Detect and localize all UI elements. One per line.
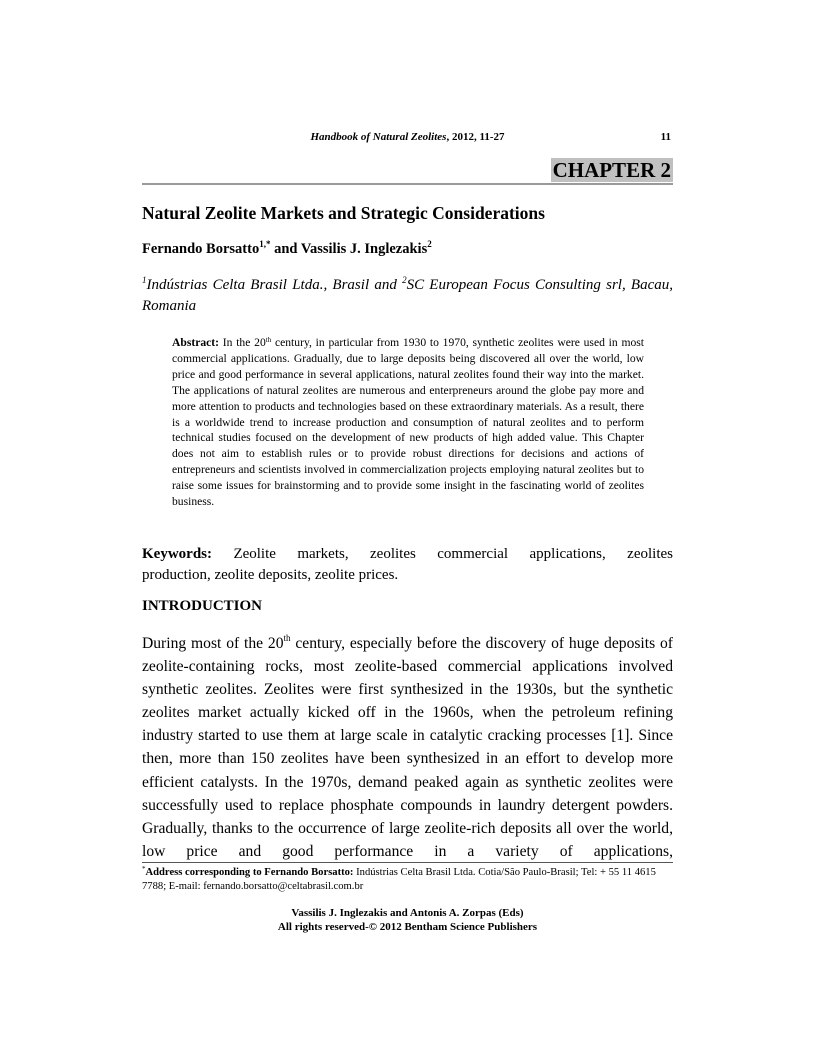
editors-line: Vassilis J. Inglezakis and Antonis A. Zorpas (Eds) (291, 907, 524, 919)
author-list (142, 241, 432, 258)
journal-citation (142, 131, 673, 143)
journal-volume-pages: , 2012, 11-27 (446, 131, 505, 143)
running-header (142, 131, 673, 147)
affiliation-marker: 1 (142, 275, 147, 285)
affiliation-text: Indústrias Celta Brasil Ltda., Brasil and (146, 277, 403, 293)
page-number: 11 (660, 131, 671, 143)
chapter-label: CHAPTER 2 (552, 158, 671, 182)
keywords-text: Zeolite markets, zeolites commercial applications, zeolites (212, 546, 673, 562)
author-affiliation-marker: 2 (427, 239, 432, 249)
footnote-divider (142, 862, 673, 863)
abstract (172, 335, 644, 510)
chapter-title: Natural Zeolite Markets and Strategic Considerations (142, 203, 545, 223)
keywords-line (142, 544, 673, 565)
keywords-label: Keywords: (142, 546, 212, 562)
abstract-label: Abstract: (172, 336, 220, 349)
journal-title: Handbook of Natural Zeolites (310, 131, 447, 143)
affiliation-marker: 2 (402, 275, 407, 285)
author-name: Fernando Borsatto (142, 241, 260, 257)
footnote (142, 866, 673, 894)
section-heading: INTRODUCTION (142, 598, 263, 614)
affiliations (142, 275, 673, 317)
footnote-label: Address corresponding to Fernando Borsatto: (145, 867, 354, 878)
header-divider (142, 183, 673, 185)
author-affiliation-marker: 1,* (259, 239, 271, 249)
paragraph-text: During most of the 20 (142, 635, 284, 652)
keywords (142, 544, 673, 586)
publisher-info (142, 906, 673, 934)
affiliation-text: SC European Focus Consulting srl, Bacau, Romania (142, 277, 673, 314)
footnote-marker: * (142, 865, 146, 873)
copyright-line: All rights reserved-© 2012 Bentham Science Publishers (277, 921, 538, 933)
ordinal-suffix: th (283, 633, 291, 643)
abstract-text: century, in particular from 1930 to 1970, synthetic zeolites were used in most commercial applications. Gradually, due to large deposits being discovered all over the world, low price and good performance in several applications, natural zeolites found their way into the market. The applications of natural zeolites are numerous and enterpreneurs around the globe pay more and more attention to products and technologies based on these extraordinary materials. As a result, there is a worldwide trend to increase production and consumption of natural zeolites and to perform technical studies focused on the development of new products of high added value. This Chapter does not aim to establish rules or to provide robust directions for decisions and actions of entrepreneurs and scientists involved in commercialization projects employing natural zeolites but to raise some issues for brainstorming and to provide some insight in the fascinating world of zeolites business. (172, 336, 644, 509)
abstract-text: In the 20 (219, 336, 266, 349)
author-name: Vassilis J. Inglezakis (300, 241, 428, 257)
keywords-text: production, zeolite deposits, zeolite prices. (142, 567, 399, 583)
ordinal-suffix: th (265, 336, 272, 344)
author-conjunction: and (270, 241, 301, 257)
paragraph-text: century, especially before the discovery of huge deposits of zeolite-containing rocks, most zeolite-based commercial applications involved synthetic zeolites. Zeolites were first synthesized in the 1930s, but the synthetic zeolites market actually kicked off in the 1960s, when the petroleum refining industry started to use them at large scale in catalytic cracking processes [1]. Since then, more than 150 zeolites have been synthesized in an effort to develop more efficient catalysts. In the 1970s, demand peaked again as synthetic zeolites were successfully used to replace phosphate compounds in laundry detergent powders. Gradually, thanks to the occurrence of large zeolite-rich deposits all over the world, low price and good performance in a variety of applications, (142, 635, 673, 860)
footnote-text: Indústrias Celta Brasil Ltda. Cotia/São Paulo-Brasil; Tel: + 55 11 4615 7788; E-mail: fernando.borsatto@celtabrasil.com.br (142, 867, 656, 892)
introduction-paragraph (142, 632, 673, 863)
